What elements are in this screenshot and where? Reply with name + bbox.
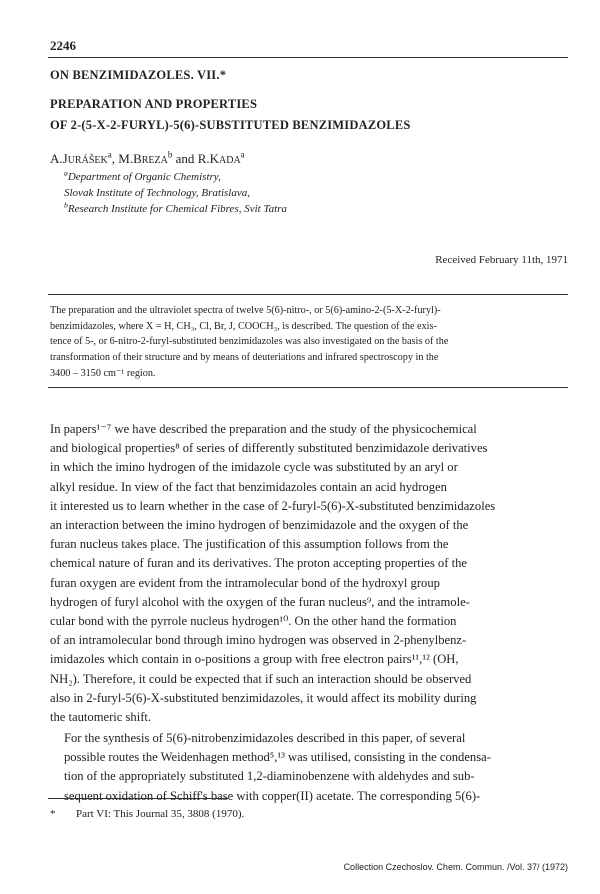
article-title-line-1: PREPARATION AND PROPERTIES bbox=[50, 97, 258, 111]
author: M.BREZA$^b$ bbox=[118, 149, 173, 166]
author: R.KADA$^a$ bbox=[197, 149, 245, 166]
body-line: possible routes the Weidenhagen method⁵,¹³ was utilised, consisting in the condensa- bbox=[64, 750, 491, 765]
page-number: 2246 bbox=[50, 38, 76, 53]
footnote: * Part VI: This Journal 35, 3808 (1970). bbox=[50, 808, 245, 820]
affiliation-b: $^b$Research Institute for Chemical Fibres, Svit Tatra bbox=[64, 200, 287, 215]
body-line: sequent oxidation of Schiff's base with copper(II) acetate. The corresponding 5(6)- bbox=[64, 788, 481, 803]
body-line: For the synthesis of 5(6)-nitrobenzimidazoles described in this paper, of several bbox=[64, 731, 466, 745]
body-line: the tautomeric shift. bbox=[50, 710, 152, 725]
affiliation-a-line-2: Slovak Institute of Technology, Bratislava, bbox=[64, 187, 250, 199]
abstract-top-rule bbox=[48, 294, 568, 295]
body-line: alkyl residue. In view of the fact that benzimidazoles contain an acid hydrogen bbox=[50, 479, 447, 494]
abstract-bottom-rule bbox=[48, 387, 568, 388]
abstract-line: 3400 – 3150 cm⁻¹ region. bbox=[50, 367, 156, 379]
body-line: furan oxygen are evident from the intramolecular bond of the hydroxyl group bbox=[50, 575, 440, 590]
body-line: furan nucleus takes place. The justification of this assumption follows from the bbox=[50, 537, 449, 552]
body-line: also in 2-furyl-5(6)-X-substituted benzimidazoles, it would affect its mobility during bbox=[50, 690, 477, 705]
body-paragraph-1 bbox=[50, 420, 566, 727]
affiliation-a-line-1: $^a$Department of Organic Chemistry, bbox=[64, 168, 221, 183]
author: A.JURÁŠEK$^a$ bbox=[50, 149, 112, 166]
journal-citation: Collection Czechoslov. Chem. Commun. /Vol. 37/ (1972) bbox=[343, 862, 568, 872]
body-line: of an intramolecular bond through imino hydrogen was observed in 2-phenylbenz- bbox=[50, 633, 467, 648]
abstract bbox=[50, 303, 566, 382]
body-line: it interested us to learn whether in the case of 2-furyl-5(6)-X-substituted benzimidazoles bbox=[50, 498, 496, 513]
received-date: Received February 11th, 1971 bbox=[435, 254, 568, 266]
abstract-line: benzimidazoles, where X = H, CH₃, Cl, Br, J, COOCH₃, is described. The question of the exis- bbox=[50, 320, 437, 332]
author-list: A.JURÁŠEK$^a$, M.BREZA$^b$ and R.KADA$^a$ bbox=[50, 149, 245, 166]
body-paragraph-2 bbox=[50, 729, 566, 806]
body-line: NH₂). Therefore, it could be expected that if such an interaction should be observed bbox=[50, 671, 472, 686]
body-line: In papers¹⁻⁷ we have described the preparation and the study of the physicochemical bbox=[50, 422, 477, 436]
abstract-line: transformation of their structure and by means of deuteriations and infrared spectroscopy in the bbox=[50, 352, 439, 364]
body-line: imidazoles which contain in o-positions a group with free electron pairs¹¹,¹² (OH, bbox=[50, 652, 459, 667]
header-rule bbox=[48, 57, 568, 58]
article-title-line-2: OF 2-(5-X-2-FURYL)-5(6)-SUBSTITUTED BENZIMIDAZOLES bbox=[50, 118, 411, 132]
footnote-rule bbox=[48, 798, 228, 799]
body-line: chemical nature of furan and its derivatives. The proton accepting properties of the bbox=[50, 556, 467, 571]
abstract-line: The preparation and the ultraviolet spectra of twelve 5(6)-nitro-, or 5(6)-amino-2-(5-X-2-furyl)- bbox=[50, 305, 441, 316]
body-line: tion of the appropriately substituted 1,2-diaminobenzene with aldehydes and sub- bbox=[64, 769, 475, 784]
body-line: hydrogen of furyl alcohol with the oxygen of the furan nucleus⁹, and the intramole- bbox=[50, 594, 470, 609]
body-line: in which the imino hydrogen of the imidazole cycle was substituted by an aryl or bbox=[50, 460, 458, 475]
abstract-line: tence of 5-, or 6-nitro-2-furyl-substituted benzimidazoles was also investigated on the basis of the bbox=[50, 336, 449, 348]
series-title: ON BENZIMIDAZOLES. VII.* bbox=[50, 68, 227, 82]
body-line: cular bond with the pyrrole nucleus hydrogen¹⁰. On the other hand the formation bbox=[50, 614, 457, 629]
body-line: and biological properties⁸ of series of differently substituted benzimidazole derivatives bbox=[50, 441, 488, 456]
body-line: an interaction between the imino hydrogen of benzimidazole and the oxygen of the bbox=[50, 518, 469, 533]
